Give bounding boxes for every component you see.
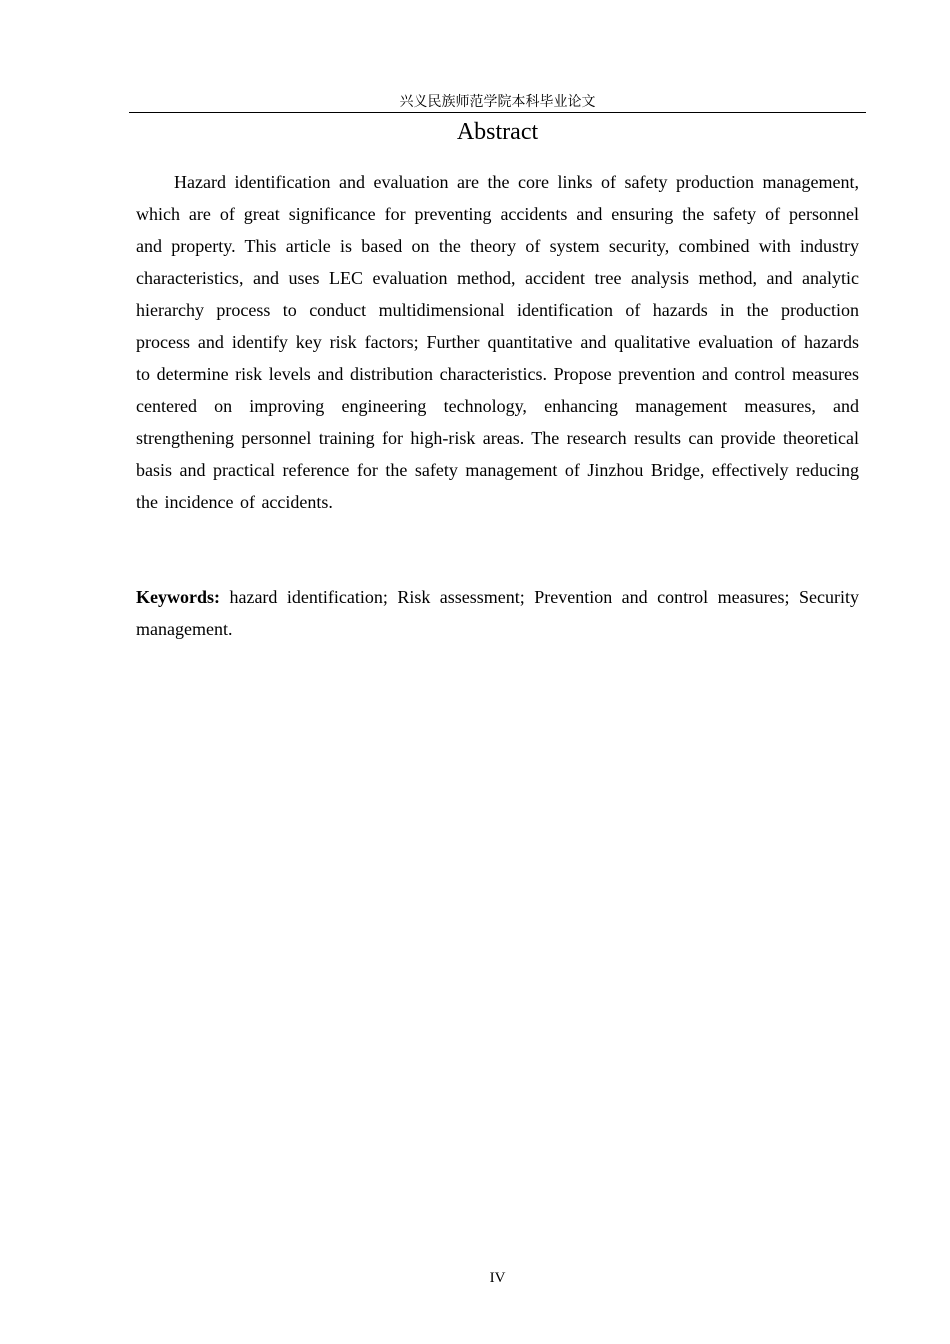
keywords-label: Keywords: [136, 587, 220, 607]
page-number: IV [489, 1270, 506, 1286]
keywords-text: hazard identification; Risk assessment; Prevention and control measures; Security management. [136, 587, 860, 639]
keywords-paragraph [136, 581, 859, 645]
page-header: 兴义民族师范学院本科毕业论文 [129, 92, 866, 113]
abstract-body: Hazard identification and evaluation are the core links of safety production management, which are of great significance for preventing accidents and ensuring the safety of personnel and property. This article is based on the theory of system security, combined with industry characteristics, and uses LEC evaluation method, accident tree analysis method, and analytic hierarchy process to conduct multidimensional identification of hazards in the production process and identify key risk factors; Further quantitative and qualitative evaluation of hazards to determine risk levels and distribution characteristics. Propose prevention and control measures centered on improving engineering technology, enhancing management measures, and strengthening personnel training for high-risk areas. The research results can provide theoretical basis and practical reference for the safety management of Jinzhou Bridge, effectively reducing the incidence of accidents. [136, 172, 859, 512]
abstract-title: Abstract [456, 119, 539, 145]
